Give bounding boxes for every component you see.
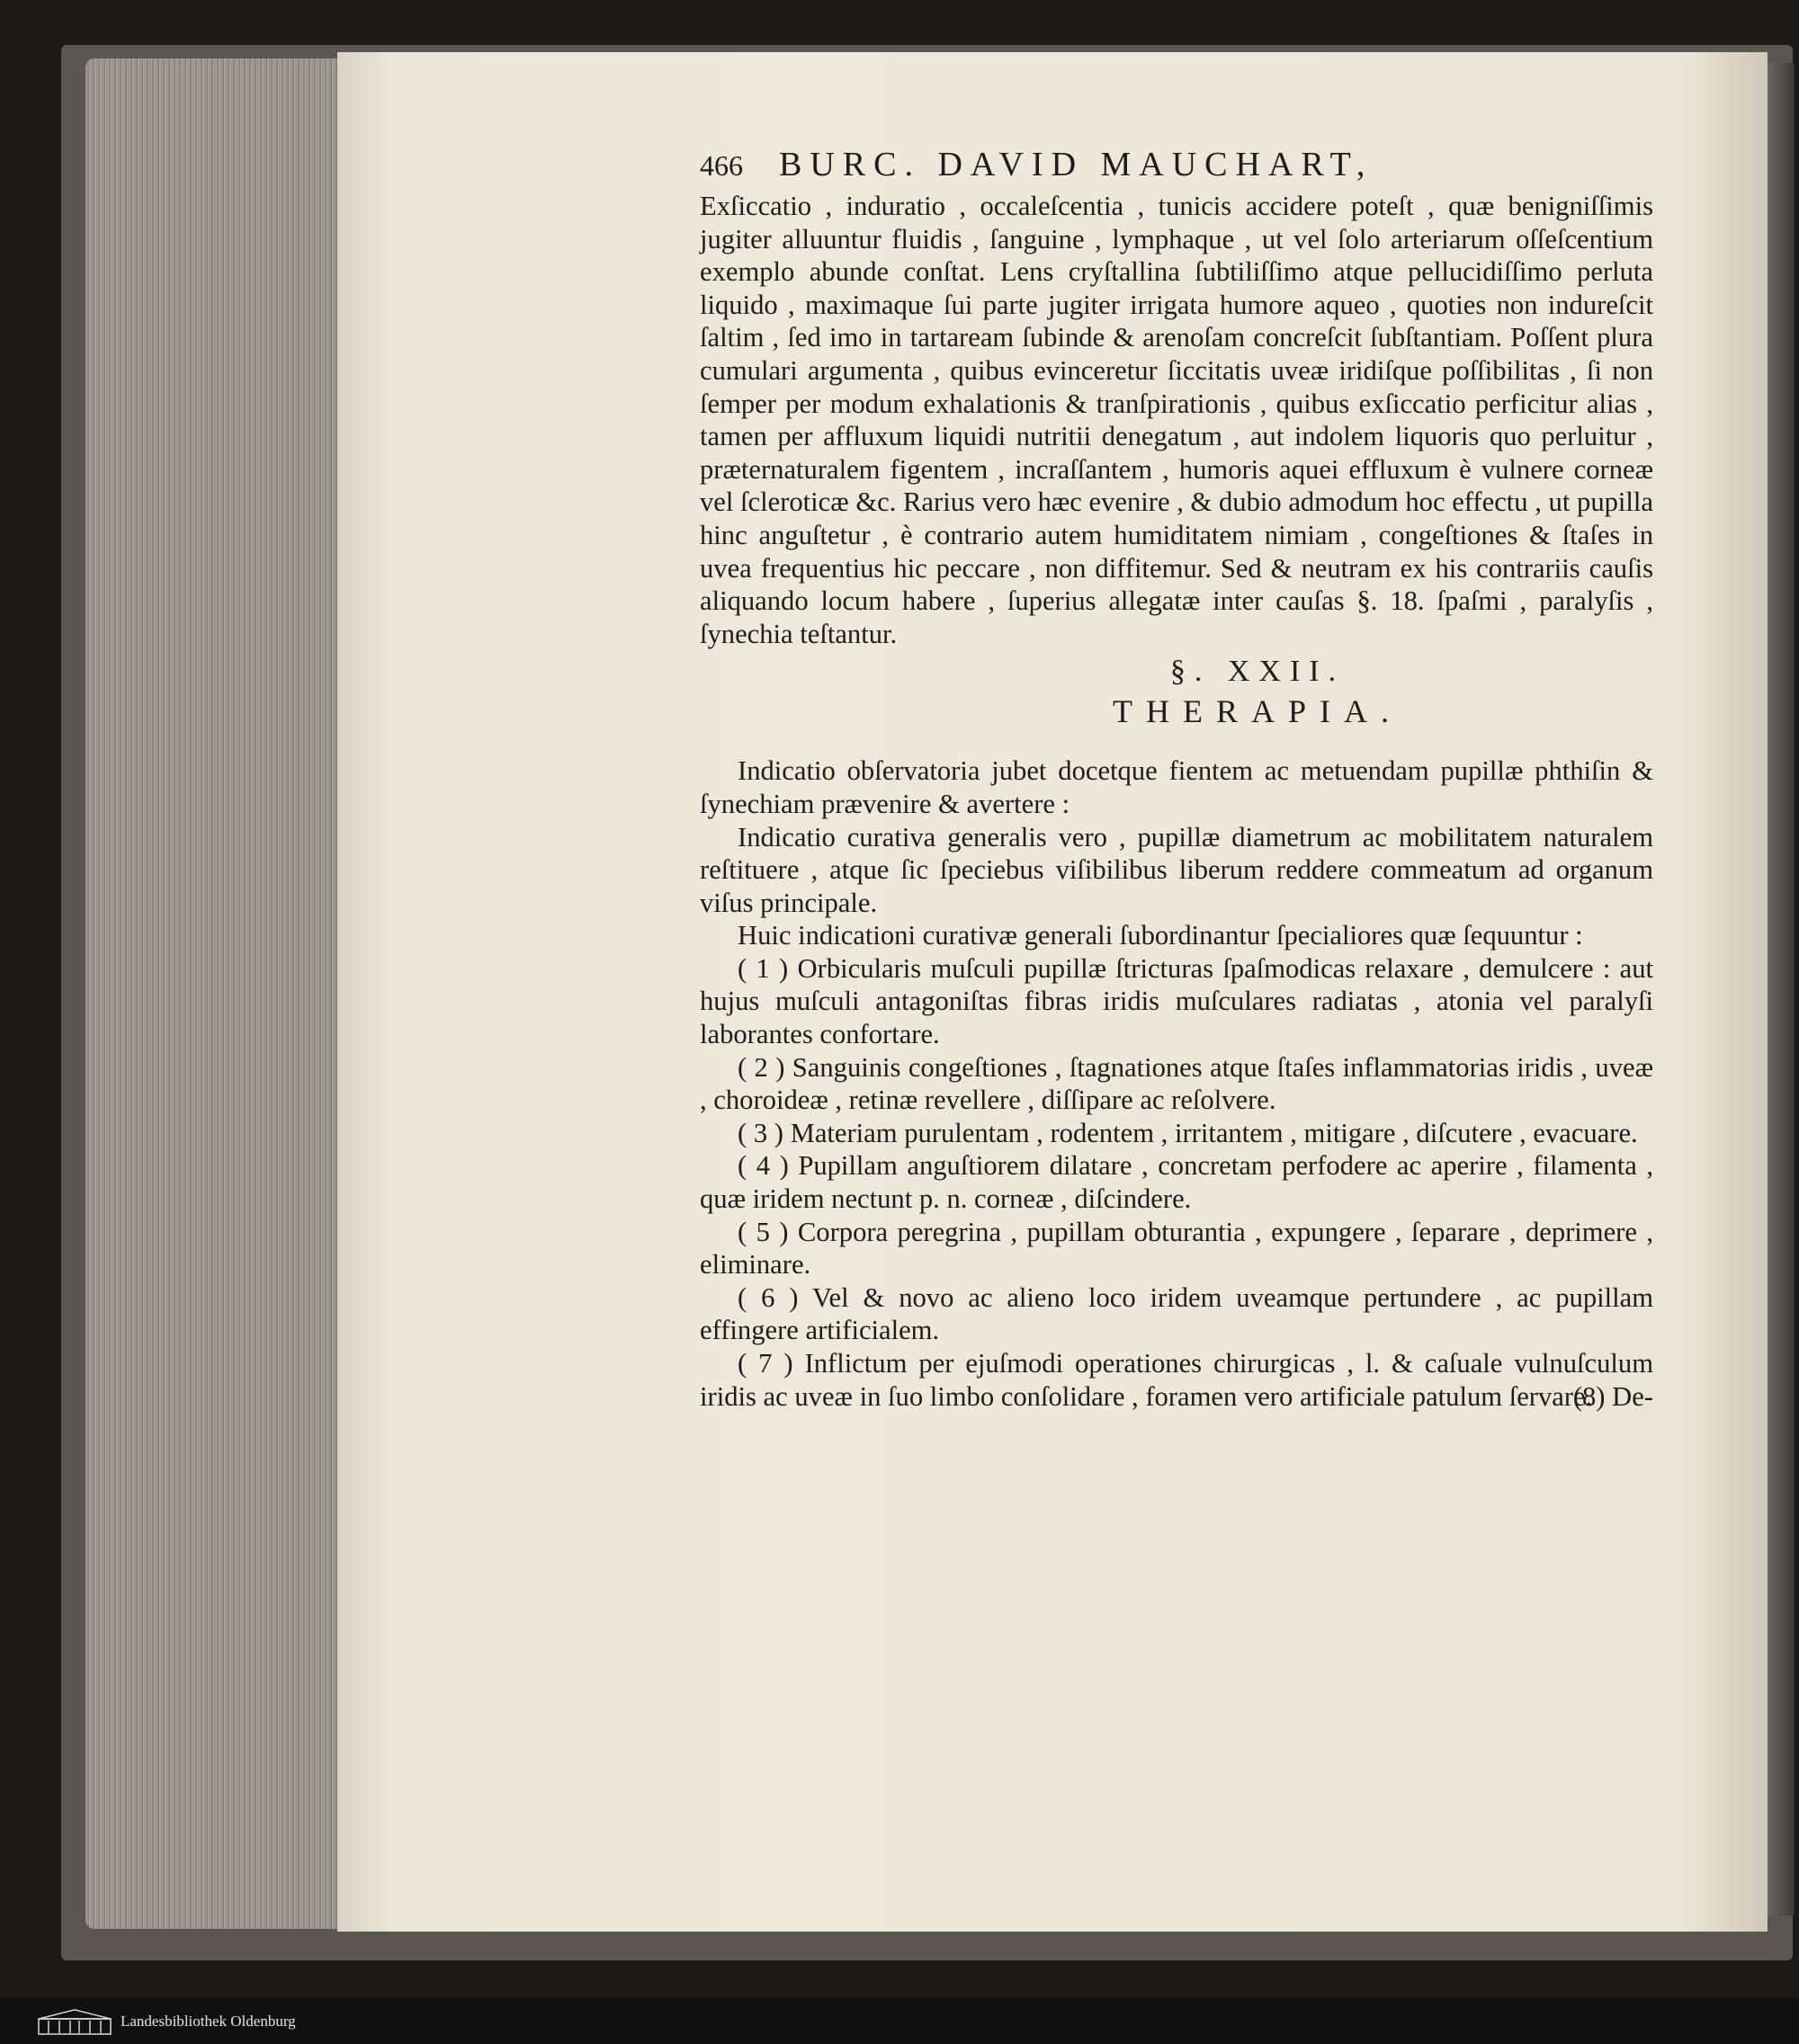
list-item-3: ( 3 ) Materiam purulentam , rodentem , irritantem , mitigare , diſcutere , evacuare. [738, 1117, 1638, 1148]
paragraph-indicatio-curativa: Indicatio curativa generalis vero , pupillæ diametrum ac mobilitatem naturalem reſtituere , atque ſic ſpeciebus viſibilibus liberum reddere commeatum ad organum viſus principale. [700, 821, 1653, 918]
catchword: (8) De- [1572, 1381, 1653, 1413]
page-number: 466 [700, 149, 743, 182]
page-edges [85, 58, 346, 1929]
running-title: BURC. DAVID MAUCHART, [779, 146, 1374, 183]
paragraph-indicatio-observatoria: Indicatio obſervatoria jubet docetque fientem ac metuendam pupillæ phthiſin & ſynechiam prævenire & avertere : [700, 755, 1653, 819]
list-item-4: ( 4 ) Pupillam anguſtiorem dilatare , concretam perfodere ac aperire , filamenta , quæ iridem nectunt p. n. corneæ , diſcindere. [700, 1150, 1653, 1215]
footer-bar [0, 1998, 1799, 2044]
list-item-7: ( 7 ) Inflictum per ejuſmodi operationes chirurgicas , l. & caſuale vulnuſculum iridis ac uveæ in ſuo limbo conſolidare , foramen vero artificiale patulum ſervare. [700, 1348, 1653, 1412]
list-item-6: ( 6 ) Vel & novo ac alieno loco iridem uveamque pertundere , ac pupillam effingere artificialem. [700, 1281, 1653, 1346]
list-item-2: ( 2 ) Sanguinis congeſtiones , ſtagnationes atque ſtaſes inflammatorias iridis , uveæ , choroideæ , retinæ revellere , diſſipare ac reſolvere. [700, 1051, 1653, 1116]
section-title: THERAPIA. [1113, 693, 1402, 730]
list-item-1: ( 1 ) Orbicularis muſculi pupillæ ſtricturas ſpaſmodicas relaxare , demulcere : aut hujus muſculi antagoniſtas fibras iridis muſculares radiatas , atonia vel paralyſi laborantes confortare. [700, 952, 1653, 1050]
paragraph-subordinantur: Huic indicationi curativæ generali ſubordinantur ſpecialiores quæ ſequuntur : [738, 920, 1583, 951]
list-item-5: ( 5 ) Corpora peregrina , pupillam obturantia , expungere , ſeparare , deprimere , eliminare. [700, 1216, 1653, 1281]
library-building-icon[interactable] [38, 2008, 112, 2035]
running-header [700, 148, 1653, 186]
section-number: §. XXII. [1169, 655, 1346, 689]
page-text-block [700, 148, 1653, 1414]
right-page-edge [1768, 63, 1795, 1915]
paragraph-siccitas: Exſiccatio , induratio , occaleſcentia , tunicis accidere poteſt , quæ benigniſſimis jugiter alluuntur fluidis , ſanguine , lymphaque , ut vel ſolo arteriarum oſſeſcentium exemplo abunde conſtat. Lens cryſtallina ſubtiliſſimo atque pellucidiſſimo perluta liquido , maximaque ſui parte jugiter irrigata humore aqueo , quoties non indureſcit ſaltim , ſed imo in tartaream ſubinde & arenoſam concreſcit ſubſtantiam. Poſſent plura cumulari argumenta , quibus evinceretur ſiccitatis uveæ iridiſque poſſibilitas , ſi non ſemper per modum exhalationis & tranſpirationis , quibus exſiccatio perficitur alias , tamen per affluxum liquidi nutritii denegatum , aut indolem liquoris quo perluitur , præternaturalem figentem , incraſſantem , humoris aquei effluxum è vulnere corneæ vel ſcleroticæ &c. Rarius vero hæc evenire , & dubio admodum hoc effectu , ut pupilla hinc anguſtetur , è contrario autem humiditatem nimiam , congeſtiones & ſtaſes in uvea frequentius hic peccare , non diffitemur. Sed & neutram ex his contrariis cauſis aliquando locum habere , ſuperius allegatæ inter cauſas §. 18. ſpaſmi , paralyſis , ſynechia teſtantur. [700, 191, 1653, 649]
library-name[interactable]: Landesbibliothek Oldenburg [121, 2012, 296, 2030]
